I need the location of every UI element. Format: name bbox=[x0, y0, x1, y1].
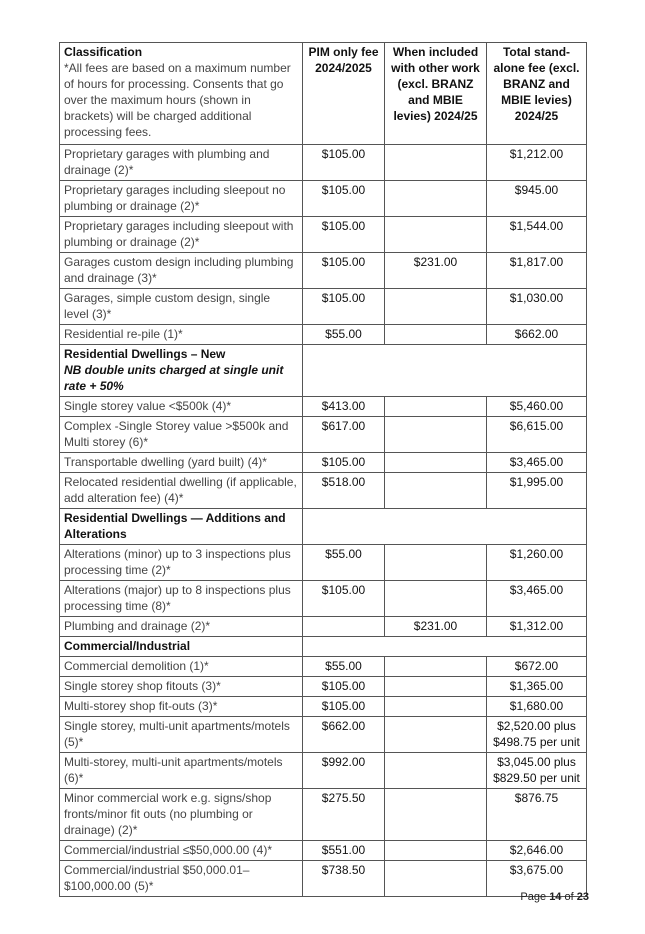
section-blank-cell bbox=[303, 509, 587, 545]
row-pim-fee: $105.00 bbox=[303, 289, 385, 325]
row-description: Garages custom design including plumbing and drainage (3)* bbox=[60, 253, 303, 289]
row-description: Relocated residential dwelling (if applicable, add alteration fee) (4)* bbox=[60, 473, 303, 509]
row-total-fee: $1,212.00 bbox=[487, 145, 587, 181]
section-title-cell bbox=[60, 509, 303, 545]
table-row bbox=[60, 657, 587, 677]
table-row bbox=[60, 181, 587, 217]
row-total-fee: $1,544.00 bbox=[487, 217, 587, 253]
row-pim-fee: $105.00 bbox=[303, 581, 385, 617]
table-row bbox=[60, 581, 587, 617]
row-with-other-fee bbox=[385, 861, 487, 897]
row-with-other-fee bbox=[385, 581, 487, 617]
row-pim-fee bbox=[303, 617, 385, 637]
row-description: Minor commercial work e.g. signs/shop fronts/minor fit outs (no plumbing or drainage) (2)* bbox=[60, 789, 303, 841]
row-description: Commercial demolition (1)* bbox=[60, 657, 303, 677]
table-row bbox=[60, 397, 587, 417]
table-row bbox=[60, 717, 587, 753]
row-description: Single storey shop fitouts (3)* bbox=[60, 677, 303, 697]
row-total-fee: $1,680.00 bbox=[487, 697, 587, 717]
header-pim: PIM only fee 2024/2025 bbox=[303, 43, 385, 145]
row-with-other-fee bbox=[385, 181, 487, 217]
row-with-other-fee bbox=[385, 145, 487, 181]
row-with-other-fee bbox=[385, 753, 487, 789]
row-with-other-fee: $231.00 bbox=[385, 617, 487, 637]
table-row bbox=[60, 677, 587, 697]
row-total-fee: $1,312.00 bbox=[487, 617, 587, 637]
footer-total-pages: 23 bbox=[576, 891, 589, 903]
row-with-other-fee bbox=[385, 657, 487, 677]
row-description: Garages, simple custom design, single level (3)* bbox=[60, 289, 303, 325]
row-with-other-fee bbox=[385, 697, 487, 717]
footer-of: of bbox=[564, 891, 574, 903]
fee-table-body bbox=[60, 145, 587, 897]
row-total-fee: $1,030.00 bbox=[487, 289, 587, 325]
row-with-other-fee bbox=[385, 473, 487, 509]
section-row bbox=[60, 345, 587, 397]
table-row bbox=[60, 841, 587, 861]
row-pim-fee: $105.00 bbox=[303, 253, 385, 289]
row-with-other-fee bbox=[385, 789, 487, 841]
row-with-other-fee bbox=[385, 325, 487, 345]
row-pim-fee: $105.00 bbox=[303, 453, 385, 473]
row-total-fee: $1,260.00 bbox=[487, 545, 587, 581]
row-with-other-fee bbox=[385, 677, 487, 697]
section-title-cell bbox=[60, 637, 303, 657]
row-pim-fee: $738.50 bbox=[303, 861, 385, 897]
row-total-fee: $2,520.00 plus $498.75 per unit bbox=[487, 717, 587, 753]
row-pim-fee: $105.00 bbox=[303, 181, 385, 217]
section-title: Residential Dwellings – New bbox=[64, 347, 226, 361]
row-pim-fee: $105.00 bbox=[303, 145, 385, 181]
table-row bbox=[60, 325, 587, 345]
section-note: NB double units charged at single unit rate + 50% bbox=[64, 363, 284, 393]
row-total-fee: $1,995.00 bbox=[487, 473, 587, 509]
section-blank-cell bbox=[303, 345, 587, 397]
row-with-other-fee bbox=[385, 453, 487, 473]
table-row bbox=[60, 145, 587, 181]
row-pim-fee: $413.00 bbox=[303, 397, 385, 417]
footer-page-number: 14 bbox=[549, 891, 562, 903]
page-footer bbox=[520, 891, 589, 903]
table-row bbox=[60, 453, 587, 473]
row-pim-fee: $662.00 bbox=[303, 717, 385, 753]
row-total-fee: $3,675.00 bbox=[487, 861, 587, 897]
row-total-fee: $3,465.00 bbox=[487, 453, 587, 473]
row-with-other-fee bbox=[385, 289, 487, 325]
row-description: Commercial/industrial $50,000.01–$100,000.00 (5)* bbox=[60, 861, 303, 897]
row-pim-fee: $55.00 bbox=[303, 325, 385, 345]
row-total-fee: $1,365.00 bbox=[487, 677, 587, 697]
row-description: Transportable dwelling (yard built) (4)* bbox=[60, 453, 303, 473]
row-total-fee: $3,465.00 bbox=[487, 581, 587, 617]
row-with-other-fee bbox=[385, 545, 487, 581]
footer-prefix: Page bbox=[520, 891, 547, 903]
row-pim-fee: $275.50 bbox=[303, 789, 385, 841]
row-description: Proprietary garages including sleepout with plumbing or drainage (2)* bbox=[60, 217, 303, 253]
row-description: Residential re-pile (1)* bbox=[60, 325, 303, 345]
row-with-other-fee bbox=[385, 717, 487, 753]
row-with-other-fee bbox=[385, 841, 487, 861]
table-row bbox=[60, 617, 587, 637]
table-row bbox=[60, 289, 587, 325]
row-description: Proprietary garages with plumbing and drainage (2)* bbox=[60, 145, 303, 181]
table-row bbox=[60, 473, 587, 509]
table-row bbox=[60, 789, 587, 841]
row-description: Proprietary garages including sleepout no plumbing or drainage (2)* bbox=[60, 181, 303, 217]
table-row bbox=[60, 861, 587, 897]
row-with-other-fee bbox=[385, 397, 487, 417]
section-blank-cell bbox=[303, 637, 587, 657]
row-description: Commercial/industrial ≤$50,000.00 (4)* bbox=[60, 841, 303, 861]
header-classification bbox=[60, 43, 303, 145]
header-with-other: When included with other work (excl. BRANZ and MBIE levies) 2024/25 bbox=[385, 43, 487, 145]
section-title-cell bbox=[60, 345, 303, 397]
row-description: Multi-storey, multi-unit apartments/motels (6)* bbox=[60, 753, 303, 789]
header-note: *All fees are based on a maximum number of hours for processing. Consents that go over the maximum hours (shown in brackets) will be charged additional processing fees. bbox=[64, 61, 291, 139]
row-total-fee: $662.00 bbox=[487, 325, 587, 345]
row-pim-fee: $55.00 bbox=[303, 657, 385, 677]
fee-table bbox=[59, 42, 587, 897]
row-total-fee: $5,460.00 bbox=[487, 397, 587, 417]
row-pim-fee: $617.00 bbox=[303, 417, 385, 453]
row-description: Alterations (minor) up to 3 inspections plus processing time (2)* bbox=[60, 545, 303, 581]
row-with-other-fee bbox=[385, 417, 487, 453]
row-pim-fee: $55.00 bbox=[303, 545, 385, 581]
row-total-fee: $1,817.00 bbox=[487, 253, 587, 289]
header-total: Total stand- alone fee (excl. BRANZ and MBIE levies) 2024/25 bbox=[487, 43, 587, 145]
row-with-other-fee bbox=[385, 217, 487, 253]
row-pim-fee: $105.00 bbox=[303, 677, 385, 697]
table-row bbox=[60, 253, 587, 289]
row-description: Complex -Single Storey value >$500k and Multi storey (6)* bbox=[60, 417, 303, 453]
row-pim-fee: $105.00 bbox=[303, 697, 385, 717]
section-title: Residential Dwellings — Additions and Alterations bbox=[64, 511, 286, 541]
row-pim-fee: $518.00 bbox=[303, 473, 385, 509]
row-pim-fee: $551.00 bbox=[303, 841, 385, 861]
row-description: Single storey, multi-unit apartments/motels (5)* bbox=[60, 717, 303, 753]
row-total-fee: $6,615.00 bbox=[487, 417, 587, 453]
section-title: Commercial/Industrial bbox=[64, 639, 191, 653]
row-total-fee: $3,045.00 plus $829.50 per unit bbox=[487, 753, 587, 789]
row-description: Multi-storey shop fit-outs (3)* bbox=[60, 697, 303, 717]
row-pim-fee: $105.00 bbox=[303, 217, 385, 253]
row-pim-fee: $992.00 bbox=[303, 753, 385, 789]
row-description: Plumbing and drainage (2)* bbox=[60, 617, 303, 637]
header-classification-label: Classification bbox=[64, 45, 143, 59]
row-total-fee: $876.75 bbox=[487, 789, 587, 841]
table-row bbox=[60, 753, 587, 789]
row-total-fee: $672.00 bbox=[487, 657, 587, 677]
table-row bbox=[60, 217, 587, 253]
section-row bbox=[60, 509, 587, 545]
table-header-row bbox=[60, 43, 587, 145]
section-row bbox=[60, 637, 587, 657]
row-with-other-fee: $231.00 bbox=[385, 253, 487, 289]
row-description: Single storey value <$500k (4)* bbox=[60, 397, 303, 417]
row-total-fee: $945.00 bbox=[487, 181, 587, 217]
table-row bbox=[60, 417, 587, 453]
table-row bbox=[60, 697, 587, 717]
row-total-fee: $2,646.00 bbox=[487, 841, 587, 861]
row-description: Alterations (major) up to 8 inspections plus processing time (8)* bbox=[60, 581, 303, 617]
table-row bbox=[60, 545, 587, 581]
